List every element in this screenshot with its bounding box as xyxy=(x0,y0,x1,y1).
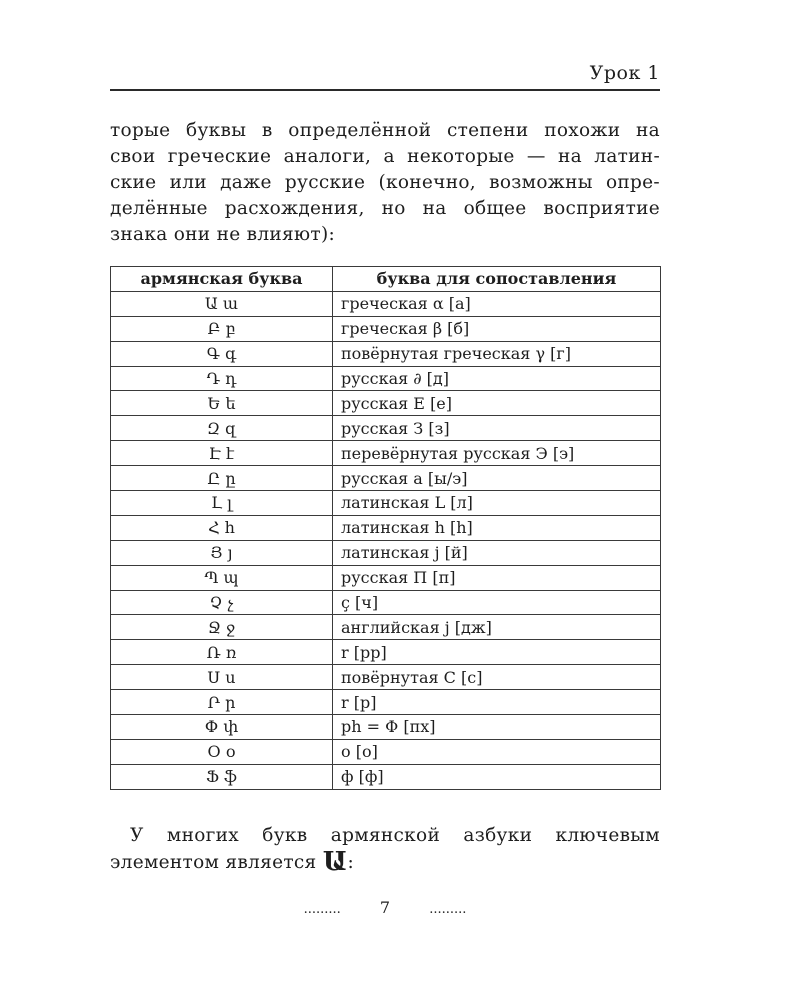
comparison-letter-cell: русская ∂ [д] xyxy=(333,366,661,391)
table-row xyxy=(111,615,661,640)
armenian-letter-cell: Գ գ xyxy=(111,341,333,366)
intro-line: ские или даже русские (конечно, возможны опре- xyxy=(110,172,660,193)
table-row xyxy=(111,590,661,615)
armenian-letter-cell: Ֆ ֆ xyxy=(111,764,333,789)
closing-line-1: У многих букв армянской азбуки ключевым xyxy=(130,825,660,846)
table-row xyxy=(111,441,661,466)
armenian-letter-cell: Փ փ xyxy=(111,715,333,740)
armenian-letter-cell: Ե ե xyxy=(111,391,333,416)
table-row xyxy=(111,466,661,491)
armenian-letter-cell: Է է xyxy=(111,441,333,466)
comparison-letter-cell: русская а [ы/э] xyxy=(333,466,661,491)
column-header-armenian: армянская буква xyxy=(111,267,333,292)
armenian-letter-cell: Ը ը xyxy=(111,466,333,491)
table-row xyxy=(111,491,661,516)
table-row xyxy=(111,540,661,565)
comparison-letter-cell: русская З [з] xyxy=(333,416,661,441)
comparison-letter-cell: r [рр] xyxy=(333,640,661,665)
armenian-letter-cell: Ռ ռ xyxy=(111,640,333,665)
table-row xyxy=(111,291,661,316)
table-body xyxy=(111,291,661,789)
armenian-letter-cell: Բ բ xyxy=(111,316,333,341)
armenian-letter-cell: Լ լ xyxy=(111,491,333,516)
intro-line: торые буквы в определённой степени похожи на xyxy=(110,120,660,141)
comparison-letter-cell: повёрнутая С [с] xyxy=(333,665,661,690)
column-header-comparison: буква для сопоставления xyxy=(333,267,661,292)
comparison-letter-cell: русская Е [е] xyxy=(333,391,661,416)
armenian-letter-cell: Ս ս xyxy=(111,665,333,690)
comparison-letter-cell: латинская h [h] xyxy=(333,515,661,540)
comparison-letter-cell: греческая β [б] xyxy=(333,316,661,341)
page-footer xyxy=(110,898,660,917)
table-row xyxy=(111,416,661,441)
comparison-letter-cell: латинская j [й] xyxy=(333,540,661,565)
intro-line: делённые расхождения, но на общее восприятие xyxy=(110,198,660,219)
page-number: 7 xyxy=(379,898,391,917)
armenian-letter-cell: Օ օ xyxy=(111,739,333,764)
table-row xyxy=(111,739,661,764)
armenian-letter-cell: Ա ա xyxy=(111,291,333,316)
armenian-letter-cell: Զ զ xyxy=(111,416,333,441)
table-row xyxy=(111,515,661,540)
comparison-letter-cell: греческая α [а] xyxy=(333,291,661,316)
comparison-letter-cell: r [р] xyxy=(333,690,661,715)
closing-line-2 xyxy=(110,849,660,876)
key-letter: Ա xyxy=(322,847,348,877)
table-row xyxy=(111,391,661,416)
comparison-letter-cell: ф [ф] xyxy=(333,764,661,789)
intro-line: свои греческие аналоги, а некоторые — на латин- xyxy=(110,146,660,167)
comparison-letter-cell: ph = Φ [пх] xyxy=(333,715,661,740)
table-row xyxy=(111,565,661,590)
comparison-letter-cell: повёрнутая греческая γ [г] xyxy=(333,341,661,366)
comparison-letter-cell: латинская L [л] xyxy=(333,491,661,516)
table-row xyxy=(111,341,661,366)
armenian-letter-cell: Յ յ xyxy=(111,540,333,565)
footer-dots-left: ......... xyxy=(303,902,341,917)
comparison-letter-cell: ç [ч] xyxy=(333,590,661,615)
table-row xyxy=(111,764,661,789)
comparison-letter-cell: о [о] xyxy=(333,739,661,764)
comparison-letter-cell: русская П [п] xyxy=(333,565,661,590)
header-divider xyxy=(110,89,660,91)
armenian-letter-cell: Դ դ xyxy=(111,366,333,391)
table-row xyxy=(111,665,661,690)
closing-paragraph xyxy=(110,823,660,876)
armenian-letter-cell: Ջ ջ xyxy=(111,615,333,640)
comparison-letter-cell: английская j [дж] xyxy=(333,615,661,640)
comparison-letter-cell: перевёрнутая русская Э [э] xyxy=(333,441,661,466)
table-header-row xyxy=(111,267,661,292)
table-row xyxy=(111,640,661,665)
footer-dots-right: ......... xyxy=(429,902,467,917)
table-row xyxy=(111,715,661,740)
table-row xyxy=(111,316,661,341)
armenian-letter-cell: Չ չ xyxy=(111,590,333,615)
armenian-letter-cell: Ր ր xyxy=(111,690,333,715)
table-row xyxy=(111,366,661,391)
letter-comparison-table xyxy=(110,266,661,790)
armenian-letter-cell: Հ հ xyxy=(111,515,333,540)
armenian-letter-cell: Պ պ xyxy=(111,565,333,590)
intro-paragraph xyxy=(110,118,660,248)
closing-colon: : xyxy=(347,852,355,873)
table-row xyxy=(111,690,661,715)
intro-line: знака они не влияют): xyxy=(110,224,336,245)
closing-text: элементом является xyxy=(110,852,317,873)
lesson-title: Урок 1 xyxy=(589,62,660,84)
